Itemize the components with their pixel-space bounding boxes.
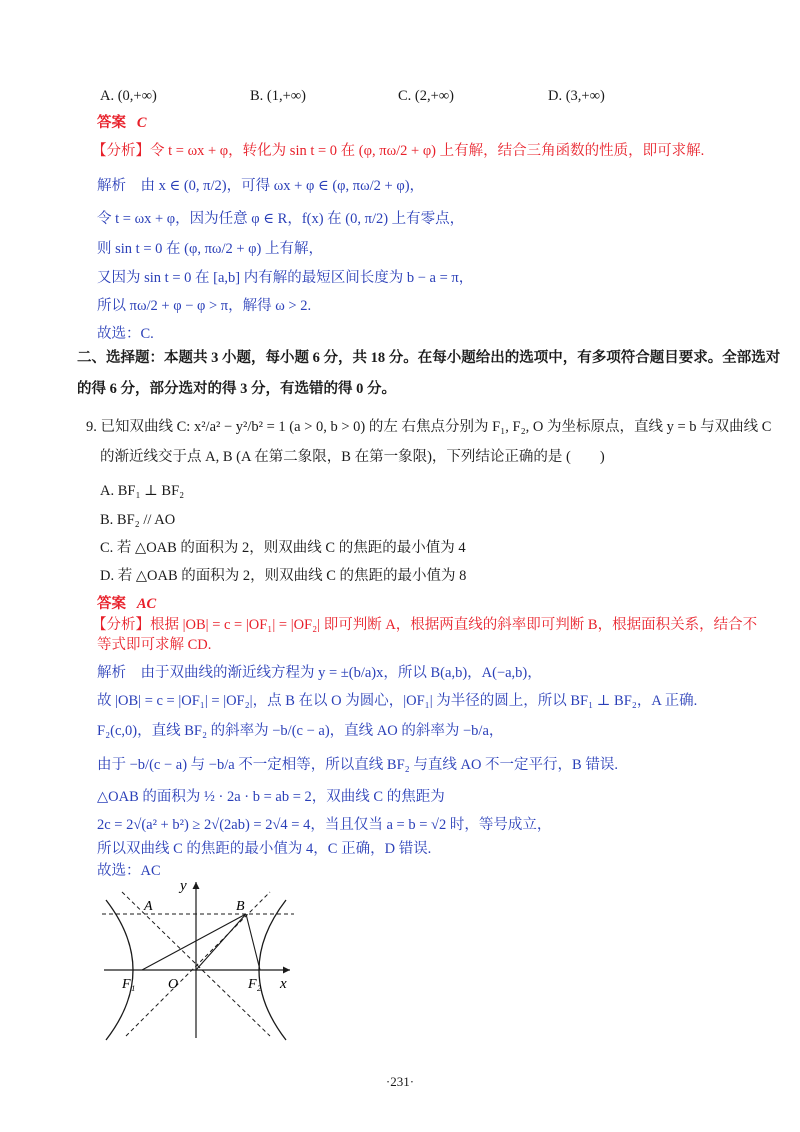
label-o: O xyxy=(168,977,179,992)
hyperbola-figure xyxy=(98,872,308,1042)
q9-solution-line: 由于 −b/(c − a) 与 −b/a 不一定相等，所以直线 BF₂ 与直线 AO 不一定平行，B 错误. xyxy=(97,757,618,773)
q8-option-d: D. (3,+∞) xyxy=(548,88,605,104)
section-heading: 二、选择题：本题共 3 小题，每小题 6 分，共 18 分。在每小题给出的选项中，有多项符合题目要求。全部选对 xyxy=(77,350,781,366)
label-b: B xyxy=(236,899,245,914)
label-x: x xyxy=(280,976,287,992)
q9-analysis-cont: 等式即可求解 CD. xyxy=(97,637,212,653)
q9-stem: 9. 已知双曲线 C: x²/a² − y²/b² = 1 (a > 0, b > 0) 的左 右焦点分别为 F₁, F₂, O 为坐标原点，直线 y = b 与双曲线 C xyxy=(86,419,772,435)
q9-stem-cont: 的渐近线交于点 A, B (A 在第二象限，B 在第一象限)，下列结论正确的是 ( ) xyxy=(100,449,605,465)
q9-solution-line: 故 |OB| = c = |OF₁| = |OF₂|，点 B 在以 O 为圆心，|OF₁| 为半径的圆上，所以 BF₁ ⊥ BF₂，A 正确. xyxy=(97,693,698,709)
q8-option-c: C. (2,+∞) xyxy=(398,88,454,104)
q9-option-c: C. 若 △OAB 的面积为 2，则双曲线 C 的焦距的最小值为 4 xyxy=(100,540,466,556)
q9-solution-line: △OAB 的面积为 ½ · 2a · b = ab = 2，双曲线 C 的焦距为 xyxy=(97,789,445,805)
q9-solution-line: 故选：AC xyxy=(97,863,161,879)
q8-solution-line: 所以 πω/2 + φ − φ > π，解得 ω > 2. xyxy=(97,298,312,314)
page-number: ·231· xyxy=(385,1074,415,1089)
q9-answer xyxy=(97,594,156,614)
label-f2: F₂ xyxy=(248,977,262,992)
q9-option-d: D. 若 △OAB 的面积为 2，则双曲线 C 的焦距的最小值为 8 xyxy=(100,568,467,584)
q8-solution-line: 又因为 sin t = 0 在 [a,b] 内有解的最短区间长度为 b − a = π， xyxy=(97,270,474,286)
q9-solution-line: 解析 由于双曲线的渐近线方程为 y = ±(b/a)x，所以 B(a,b)，A(−a,b)， xyxy=(97,665,542,681)
q8-solution-line: 解析 由 x ∈ (0, π/2)，可得 ωx + φ ∈ (φ, πω/2 + φ)， xyxy=(97,178,425,194)
q9-analysis: 【分析】根据 |OB| = c = |OF₁| = |OF₂| 即可判断 A，根据两直线的斜率即可判断 B，根据面积关系，结合不 xyxy=(92,617,758,633)
q9-solution-line: 所以双曲线 C 的焦距的最小值为 4，C 正确，D 错误. xyxy=(97,841,432,857)
label-f1: F₁ xyxy=(122,977,136,992)
q9-solution-line: F₂(c,0)，直线 BF₂ 的斜率为 −b/(c − a)，直线 AO 的斜率为 −b/a， xyxy=(97,723,504,739)
q9-option-a: A. BF₁ ⊥ BF₂ xyxy=(100,483,185,499)
q9-option-b: B. BF₂ // AO xyxy=(100,512,176,528)
q9-solution-line: 2c = 2√(a² + b²) ≥ 2√(2ab) = 2√4 = 4，当且仅当 a = b = √2 时，等号成立， xyxy=(97,817,552,833)
segment-b-f2 xyxy=(246,914,260,970)
q9-answer-label: 答案 xyxy=(97,596,126,612)
q8-option-a: A. (0,+∞) xyxy=(100,88,157,104)
q8-solution-line: 令 t = ωx + φ，因为任意 φ ∈ R，f(x) 在 (0, π/2) 上有零点， xyxy=(97,211,465,227)
q8-answer-value: C xyxy=(136,115,147,131)
q8-answer-label: 答案 xyxy=(97,115,126,131)
label-y: y xyxy=(180,878,187,894)
q9-answer-value: AC xyxy=(136,596,157,612)
q8-analysis: 【分析】令 t = ωx + φ，转化为 sin t = 0 在 (φ, πω/2 + φ) 上有解，结合三角函数的性质，即可求解. xyxy=(92,143,705,159)
segment-o-b xyxy=(196,914,246,970)
label-a: A xyxy=(144,899,153,914)
section-heading-cont: 的得 6 分，部分选对的得 3 分，有选错的得 0 分。 xyxy=(77,381,396,397)
q8-solution-line: 故选：C. xyxy=(97,326,154,342)
q8-solution-line: 则 sin t = 0 在 (φ, πω/2 + φ) 上有解， xyxy=(97,241,323,257)
q8-answer xyxy=(97,113,147,133)
q8-option-b: B. (1,+∞) xyxy=(250,88,306,104)
